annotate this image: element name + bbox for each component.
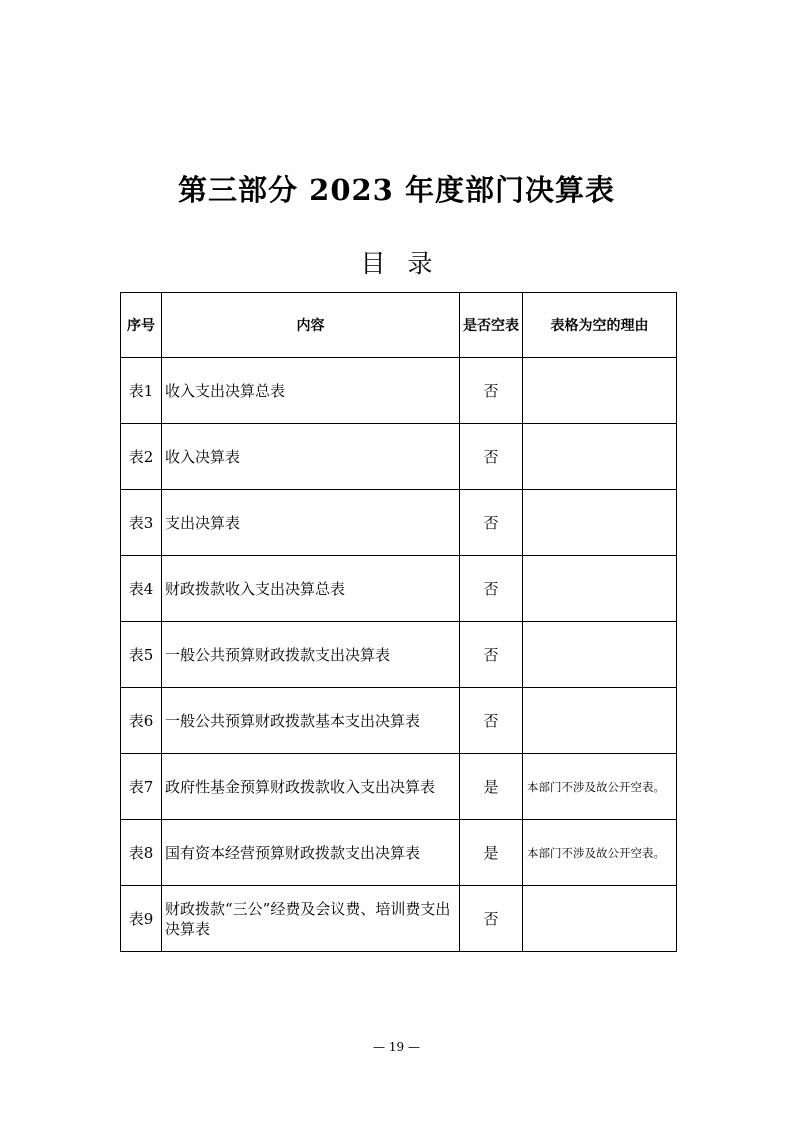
header-content: 内容: [162, 293, 460, 358]
table-row: [121, 490, 677, 556]
table-header-row: [121, 293, 677, 358]
header-seq: 序号: [121, 293, 162, 358]
row-reason: [523, 622, 677, 688]
table-row: [121, 754, 677, 820]
row-empty: 否: [460, 688, 523, 754]
row-seq: 表9: [121, 886, 162, 952]
row-name: 收入决算表: [162, 424, 460, 490]
page-title: 第三部分 2023 年度部门决算表: [178, 173, 615, 207]
row-name: 财政拨款“三公”经费及会议费、培训费支出决算表: [162, 886, 460, 952]
table-row: [121, 886, 677, 952]
row-empty: 否: [460, 886, 523, 952]
row-empty: 否: [460, 556, 523, 622]
table-row: [121, 622, 677, 688]
row-name: 国有资本经营预算财政拨款支出决算表: [162, 820, 460, 886]
row-reason: [523, 556, 677, 622]
toc-heading: 目录: [360, 249, 455, 278]
row-reason: [523, 886, 677, 952]
row-empty: 是: [460, 754, 523, 820]
row-empty: 是: [460, 820, 523, 886]
row-reason: [523, 490, 677, 556]
row-reason: [523, 358, 677, 424]
row-seq: 表2: [121, 424, 162, 490]
row-name: 收入支出决算总表: [162, 358, 460, 424]
row-name: 支出决算表: [162, 490, 460, 556]
row-seq: 表3: [121, 490, 162, 556]
row-empty: 否: [460, 424, 523, 490]
row-reason: [523, 424, 677, 490]
row-seq: 表5: [121, 622, 162, 688]
header-reason: 表格为空的理由: [523, 293, 677, 358]
row-seq: 表8: [121, 820, 162, 886]
row-empty: 否: [460, 358, 523, 424]
row-seq: 表7: [121, 754, 162, 820]
row-seq: 表1: [121, 358, 162, 424]
row-reason: [523, 688, 677, 754]
row-seq: 表6: [121, 688, 162, 754]
table-row: [121, 820, 677, 886]
header-is-empty: 是否空表: [460, 293, 523, 358]
row-seq: 表4: [121, 556, 162, 622]
toc-table: [120, 292, 677, 952]
row-name: 政府性基金预算财政拨款收入支出决算表: [162, 754, 460, 820]
row-empty: 否: [460, 622, 523, 688]
row-reason: 本部门不涉及故公开空表。: [523, 820, 677, 886]
table-row: [121, 358, 677, 424]
page-number: — 19 —: [373, 1040, 420, 1054]
row-reason: 本部门不涉及故公开空表。: [523, 754, 677, 820]
row-name: 一般公共预算财政拨款基本支出决算表: [162, 688, 460, 754]
row-name: 财政拨款收入支出决算总表: [162, 556, 460, 622]
row-empty: 否: [460, 490, 523, 556]
table-row: [121, 424, 677, 490]
table-row: [121, 688, 677, 754]
table-row: [121, 556, 677, 622]
row-name: 一般公共预算财政拨款支出决算表: [162, 622, 460, 688]
